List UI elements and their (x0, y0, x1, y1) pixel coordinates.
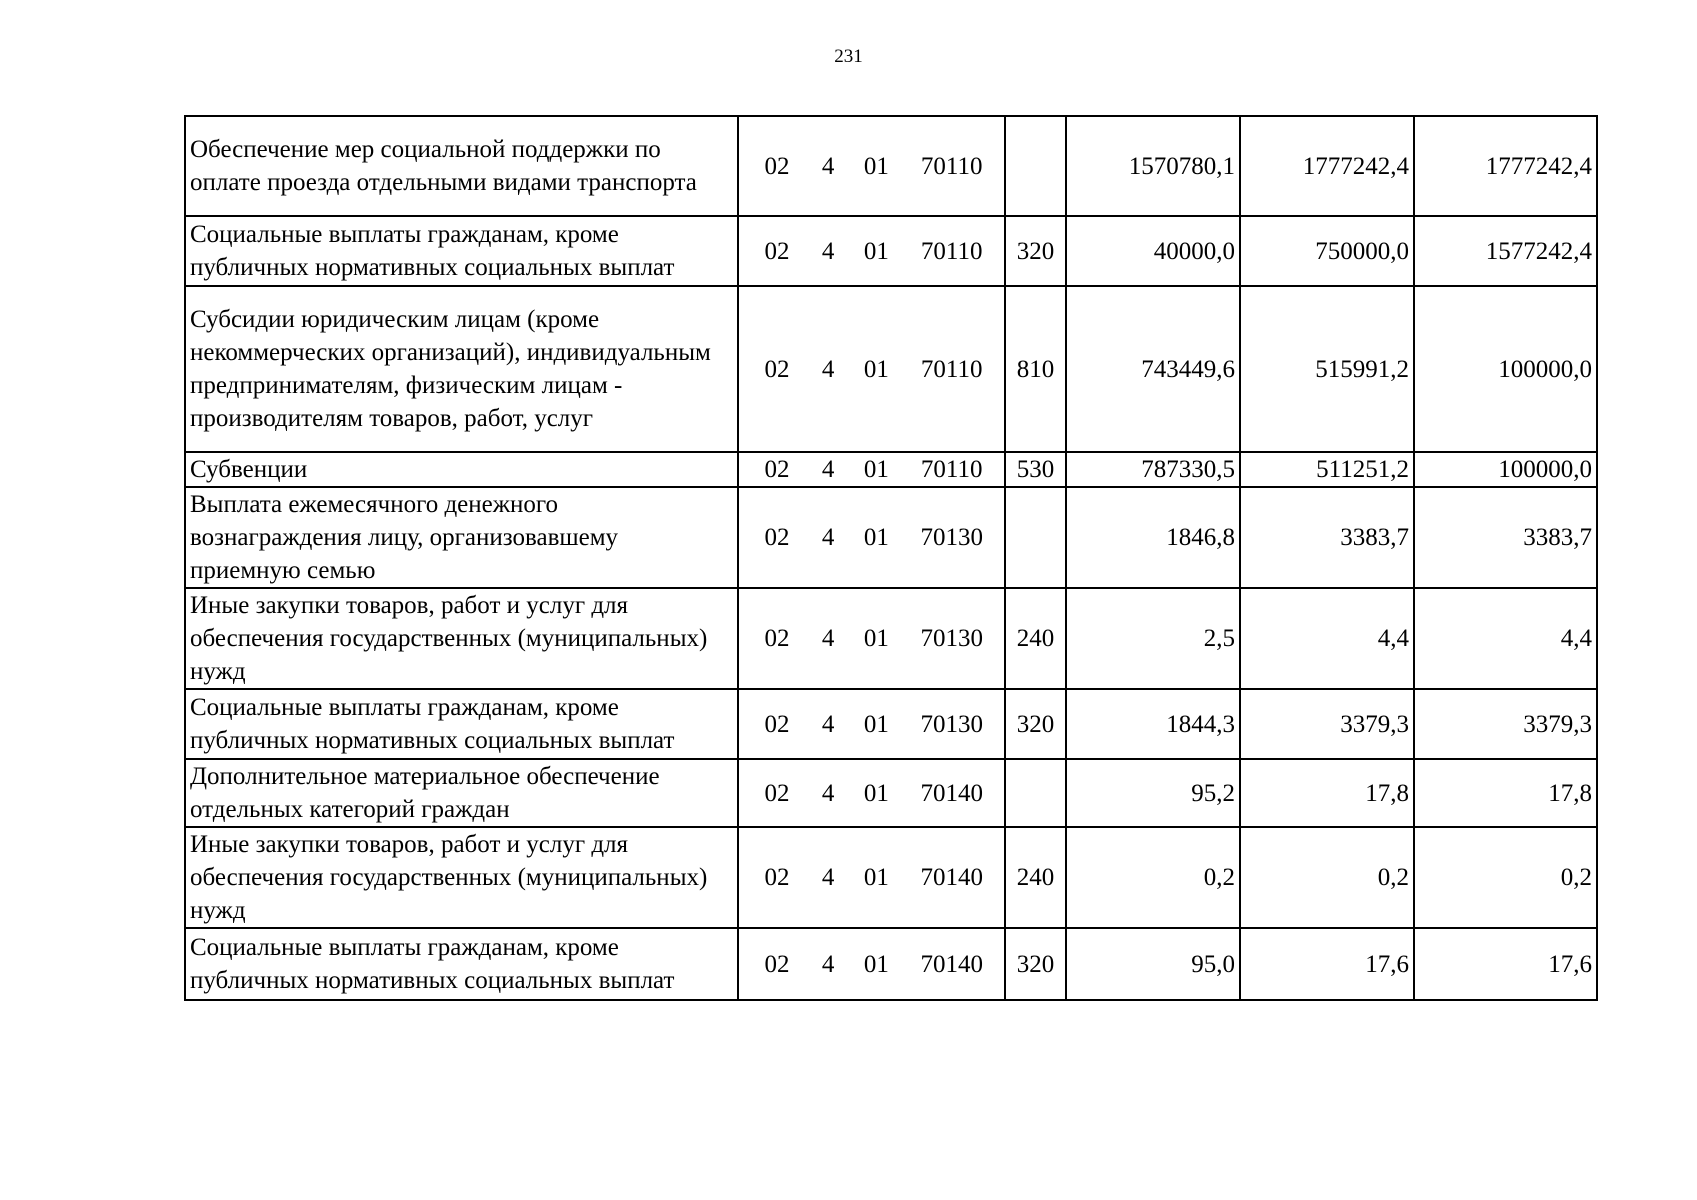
code-program: 4 (821, 779, 835, 807)
code-subprogram: 01 (863, 779, 889, 807)
code-direction: 70110 (920, 355, 983, 383)
amount-3: 3379,3 (1414, 689, 1597, 759)
amount-1: 1846,8 (1066, 487, 1240, 588)
row-name: Иные закупки товаров, работ и услуг для обеспечения государственных (муниципальных) нужд (185, 588, 738, 689)
table-row (185, 759, 1597, 827)
code-subprogram: 01 (863, 456, 889, 483)
row-name: Субвенции (185, 452, 738, 487)
amount-2: 3383,7 (1240, 487, 1414, 588)
table-row (185, 827, 1597, 928)
code-direction: 70140 (920, 950, 983, 978)
table-row (185, 216, 1597, 286)
code-subprogram: 01 (863, 625, 889, 652)
code-subprogram: 01 (863, 524, 889, 551)
amount-3: 100000,0 (1414, 452, 1597, 487)
code-direction: 70130 (920, 625, 983, 652)
amount-1: 2,5 (1066, 588, 1240, 689)
amount-3: 1577242,4 (1414, 216, 1597, 286)
row-codes (738, 928, 1005, 1000)
code-direction: 70130 (920, 524, 983, 551)
code-subprogram: 01 (863, 950, 889, 978)
row-name: Дополнительное материальное обеспечение отдельных категорий граждан (185, 759, 738, 827)
expense-type: 320 (1005, 689, 1066, 759)
row-codes (738, 286, 1005, 452)
amount-2: 3379,3 (1240, 689, 1414, 759)
amount-1: 743449,6 (1066, 286, 1240, 452)
code-program: 4 (821, 710, 835, 738)
amount-1: 0,2 (1066, 827, 1240, 928)
amount-2: 17,6 (1240, 928, 1414, 1000)
amount-1: 95,2 (1066, 759, 1240, 827)
row-codes (738, 588, 1005, 689)
code-section: 02 (764, 456, 790, 483)
budget-table (184, 115, 1598, 1001)
amount-1: 95,0 (1066, 928, 1240, 1000)
code-direction: 70140 (920, 779, 983, 807)
amount-3: 100000,0 (1414, 286, 1597, 452)
amount-3: 17,6 (1414, 928, 1597, 1000)
table-row (185, 286, 1597, 452)
row-name: Социальные выплаты гражданам, кроме публичных нормативных социальных выплат (185, 216, 738, 286)
expense-type: 530 (1005, 452, 1066, 487)
code-direction: 70140 (920, 864, 983, 891)
amount-2: 750000,0 (1240, 216, 1414, 286)
page-number: 231 (834, 46, 863, 67)
amount-3: 3383,7 (1414, 487, 1597, 588)
row-codes (738, 759, 1005, 827)
row-name: Субсидии юридическим лицам (кроме некоммерческих организаций), индивидуальным предпринимателям, физическим лицам - производителям товаров, работ, услуг (185, 286, 738, 452)
code-program: 4 (821, 950, 835, 978)
table-row (185, 689, 1597, 759)
row-codes (738, 827, 1005, 928)
amount-1: 40000,0 (1066, 216, 1240, 286)
expense-type: 240 (1005, 827, 1066, 928)
code-program: 4 (821, 456, 835, 483)
code-subprogram: 01 (863, 710, 889, 738)
row-codes (738, 487, 1005, 588)
row-name: Социальные выплаты гражданам, кроме публичных нормативных социальных выплат (185, 928, 738, 1000)
table-row (185, 588, 1597, 689)
row-name: Социальные выплаты гражданам, кроме публичных нормативных социальных выплат (185, 689, 738, 759)
amount-2: 0,2 (1240, 827, 1414, 928)
code-subprogram: 01 (863, 355, 889, 383)
row-name: Выплата ежемесячного денежного вознаграждения лицу, организовавшему приемную семью (185, 487, 738, 588)
expense-type: 320 (1005, 928, 1066, 1000)
code-direction: 70110 (920, 237, 983, 265)
row-name: Обеспечение мер социальной поддержки по оплате проезда отдельными видами транспорта (185, 116, 738, 216)
code-program: 4 (821, 355, 835, 383)
amount-1: 787330,5 (1066, 452, 1240, 487)
code-section: 02 (764, 864, 790, 891)
code-section: 02 (764, 950, 790, 978)
amount-2: 511251,2 (1240, 452, 1414, 487)
expense-type (1005, 116, 1066, 216)
row-codes (738, 116, 1005, 216)
amount-2: 515991,2 (1240, 286, 1414, 452)
amount-2: 4,4 (1240, 588, 1414, 689)
row-codes (738, 689, 1005, 759)
amount-3: 0,2 (1414, 827, 1597, 928)
row-name: Иные закупки товаров, работ и услуг для обеспечения государственных (муниципальных) нужд (185, 827, 738, 928)
code-program: 4 (821, 625, 835, 652)
amount-2: 1777242,4 (1240, 116, 1414, 216)
amount-1: 1844,3 (1066, 689, 1240, 759)
code-section: 02 (764, 779, 790, 807)
expense-type (1005, 487, 1066, 588)
table-row (185, 452, 1597, 487)
code-section: 02 (764, 237, 790, 265)
table-row (185, 116, 1597, 216)
row-codes (738, 452, 1005, 487)
code-section: 02 (764, 710, 790, 738)
expense-type: 240 (1005, 588, 1066, 689)
code-direction: 70110 (920, 456, 983, 483)
amount-1: 1570780,1 (1066, 116, 1240, 216)
table-row (185, 928, 1597, 1000)
code-direction: 70130 (920, 710, 983, 738)
code-subprogram: 01 (863, 237, 889, 265)
code-program: 4 (821, 152, 835, 180)
code-subprogram: 01 (863, 864, 889, 891)
code-section: 02 (764, 625, 790, 652)
amount-3: 1777242,4 (1414, 116, 1597, 216)
expense-type: 320 (1005, 216, 1066, 286)
code-subprogram: 01 (863, 152, 889, 180)
code-section: 02 (764, 355, 790, 383)
code-section: 02 (764, 152, 790, 180)
expense-type (1005, 759, 1066, 827)
row-codes (738, 216, 1005, 286)
expense-type: 810 (1005, 286, 1066, 452)
code-program: 4 (821, 237, 835, 265)
amount-2: 17,8 (1240, 759, 1414, 827)
code-direction: 70110 (920, 152, 983, 180)
amount-3: 17,8 (1414, 759, 1597, 827)
code-program: 4 (821, 864, 835, 891)
code-program: 4 (821, 524, 835, 551)
amount-3: 4,4 (1414, 588, 1597, 689)
code-section: 02 (764, 524, 790, 551)
table-row (185, 487, 1597, 588)
